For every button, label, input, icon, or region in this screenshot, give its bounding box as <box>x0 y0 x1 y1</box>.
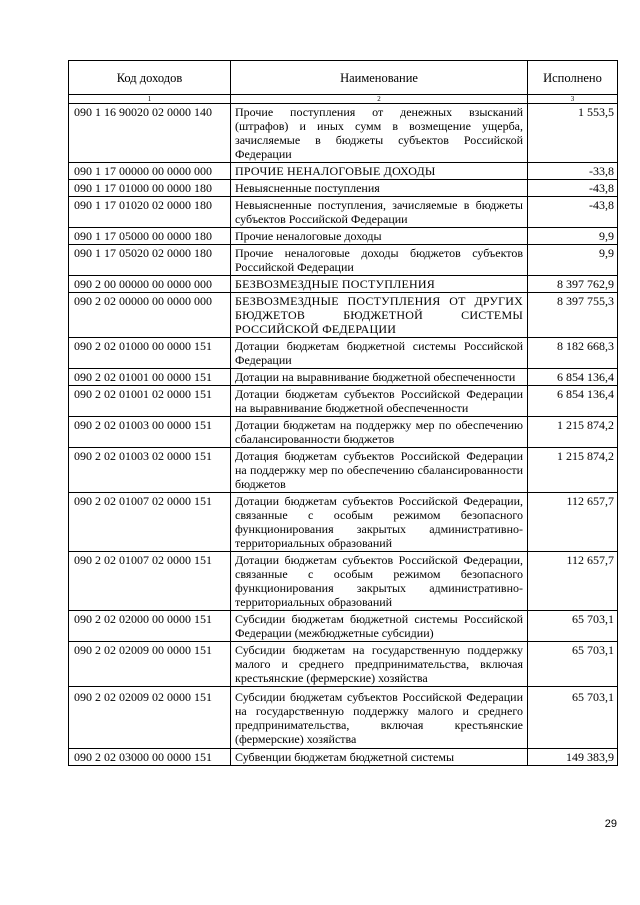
income-code-cell: 090 2 02 01001 00 0000 151 <box>69 369 231 386</box>
income-name-cell: Субсидии бюджетам на государственную поддержку малого и среднего предпринимательства, включая крестьянские (фермерские) хозяйства <box>231 642 528 687</box>
executed-amount-cell: 8 397 762,9 <box>528 276 618 293</box>
income-name-cell: БЕЗВОЗМЕЗДНЫЕ ПОСТУПЛЕНИЯ ОТ ДРУГИХ БЮДЖЕТОВ БЮДЖЕТНОЙ СИСТЕМЫ РОССИЙСКОЙ ФЕДЕРАЦИИ <box>231 293 528 338</box>
table-row <box>69 338 618 369</box>
table-row <box>69 197 618 228</box>
income-code-cell: 090 1 16 90020 02 0000 140 <box>69 104 231 163</box>
income-code-cell: 090 1 17 01020 02 0000 180 <box>69 197 231 228</box>
executed-amount-cell: 112 657,7 <box>528 552 618 611</box>
table-header-row <box>69 61 618 95</box>
income-code-cell: 090 2 02 00000 00 0000 000 <box>69 293 231 338</box>
income-name-cell: Дотации бюджетам бюджетной системы Российской Федерации <box>231 338 528 369</box>
table-row <box>69 642 618 687</box>
executed-amount-cell: 1 215 874,2 <box>528 448 618 493</box>
column-number-row <box>69 95 618 104</box>
executed-amount-cell: 112 657,7 <box>528 493 618 552</box>
income-name-cell: Дотации бюджетам субъектов Российской Федерации, связанные с особым режимом безопасного функционирования закрытых административно-территориальных образований <box>231 552 528 611</box>
income-name-cell: Невыясненные поступления <box>231 180 528 197</box>
table-row <box>69 276 618 293</box>
revenue-table-container <box>68 60 617 766</box>
executed-amount-cell: 6 854 136,4 <box>528 369 618 386</box>
income-code-cell: 090 2 02 01003 02 0000 151 <box>69 448 231 493</box>
header-value: Исполнено <box>528 61 618 95</box>
income-code-cell: 090 2 02 02000 00 0000 151 <box>69 611 231 642</box>
table-row <box>69 448 618 493</box>
executed-amount-cell: 65 703,1 <box>528 611 618 642</box>
executed-amount-cell: -43,8 <box>528 197 618 228</box>
column-number: 2 <box>231 95 528 104</box>
executed-amount-cell: 65 703,1 <box>528 642 618 687</box>
income-name-cell: Субвенции бюджетам бюджетной системы <box>231 749 528 766</box>
page-number: 29 <box>604 818 617 830</box>
income-name-cell: Субсидии бюджетам бюджетной системы Российской Федерации (межбюджетные субсидии) <box>231 611 528 642</box>
executed-amount-cell: -33,8 <box>528 163 618 180</box>
table-row <box>69 749 618 766</box>
income-code-cell: 090 2 02 02009 02 0000 151 <box>69 687 231 749</box>
column-number: 1 <box>69 95 231 104</box>
income-code-cell: 090 2 02 01003 00 0000 151 <box>69 417 231 448</box>
table-row <box>69 417 618 448</box>
income-code-cell: 090 1 17 05020 02 0000 180 <box>69 245 231 276</box>
executed-amount-cell: 65 703,1 <box>528 687 618 749</box>
executed-amount-cell: 8 397 755,3 <box>528 293 618 338</box>
income-code-cell: 090 2 02 01007 02 0000 151 <box>69 552 231 611</box>
income-name-cell: Прочие неналоговые доходы <box>231 228 528 245</box>
income-name-cell: ПРОЧИЕ НЕНАЛОГОВЫЕ ДОХОДЫ <box>231 163 528 180</box>
income-code-cell: 090 1 17 05000 00 0000 180 <box>69 228 231 245</box>
table-row <box>69 163 618 180</box>
table-row <box>69 228 618 245</box>
income-name-cell: Дотации бюджетам субъектов Российской Федерации, связанные с особым режимом безопасного функционирования закрытых административно-территориальных образований <box>231 493 528 552</box>
table-row <box>69 369 618 386</box>
executed-amount-cell: 8 182 668,3 <box>528 338 618 369</box>
table-row <box>69 245 618 276</box>
income-name-cell: БЕЗВОЗМЕЗДНЫЕ ПОСТУПЛЕНИЯ <box>231 276 528 293</box>
header-code: Код доходов <box>69 61 231 95</box>
table-row <box>69 104 618 163</box>
income-name-cell: Дотации бюджетам на поддержку мер по обеспечению сбалансированности бюджетов <box>231 417 528 448</box>
income-code-cell: 090 2 02 01007 02 0000 151 <box>69 493 231 552</box>
column-number: 3 <box>528 95 618 104</box>
table-row <box>69 493 618 552</box>
income-code-cell: 090 2 00 00000 00 0000 000 <box>69 276 231 293</box>
executed-amount-cell: 1 215 874,2 <box>528 417 618 448</box>
executed-amount-cell: 1 553,5 <box>528 104 618 163</box>
income-code-cell: 090 1 17 00000 00 0000 000 <box>69 163 231 180</box>
income-code-cell: 090 2 02 03000 00 0000 151 <box>69 749 231 766</box>
income-name-cell: Дотации бюджетам субъектов Российской Федерации на выравнивание бюджетной обеспеченности <box>231 386 528 417</box>
income-name-cell: Прочие поступления от денежных взысканий (штрафов) и иных сумм в возмещение ущерба, зачисляемые в бюджеты субъектов Российской Федерации <box>231 104 528 163</box>
executed-amount-cell: 6 854 136,4 <box>528 386 618 417</box>
income-code-cell: 090 2 02 02009 00 0000 151 <box>69 642 231 687</box>
income-code-cell: 090 2 02 01000 00 0000 151 <box>69 338 231 369</box>
income-name-cell: Дотации на выравнивание бюджетной обеспеченности <box>231 369 528 386</box>
income-name-cell: Субсидии бюджетам субъектов Российской Федерации на государственную поддержку малого и среднего предпринимательства, включая крестьянские (фермерские) хозяйства <box>231 687 528 749</box>
executed-amount-cell: 9,9 <box>528 245 618 276</box>
executed-amount-cell: -43,8 <box>528 180 618 197</box>
table-row <box>69 687 618 749</box>
income-code-cell: 090 2 02 01001 02 0000 151 <box>69 386 231 417</box>
table-row <box>69 386 618 417</box>
income-name-cell: Дотация бюджетам субъектов Российской Федерации на поддержку мер по обеспечению сбалансированности бюджетов <box>231 448 528 493</box>
table-row <box>69 611 618 642</box>
executed-amount-cell: 9,9 <box>528 228 618 245</box>
table-row <box>69 180 618 197</box>
income-name-cell: Прочие неналоговые доходы бюджетов субъектов Российской Федерации <box>231 245 528 276</box>
executed-amount-cell: 149 383,9 <box>528 749 618 766</box>
header-name: Наименование <box>231 61 528 95</box>
table-row <box>69 552 618 611</box>
income-name-cell: Невыясненные поступления, зачисляемые в бюджеты субъектов Российской Федерации <box>231 197 528 228</box>
table-row <box>69 293 618 338</box>
revenue-table <box>68 60 618 766</box>
income-code-cell: 090 1 17 01000 00 0000 180 <box>69 180 231 197</box>
